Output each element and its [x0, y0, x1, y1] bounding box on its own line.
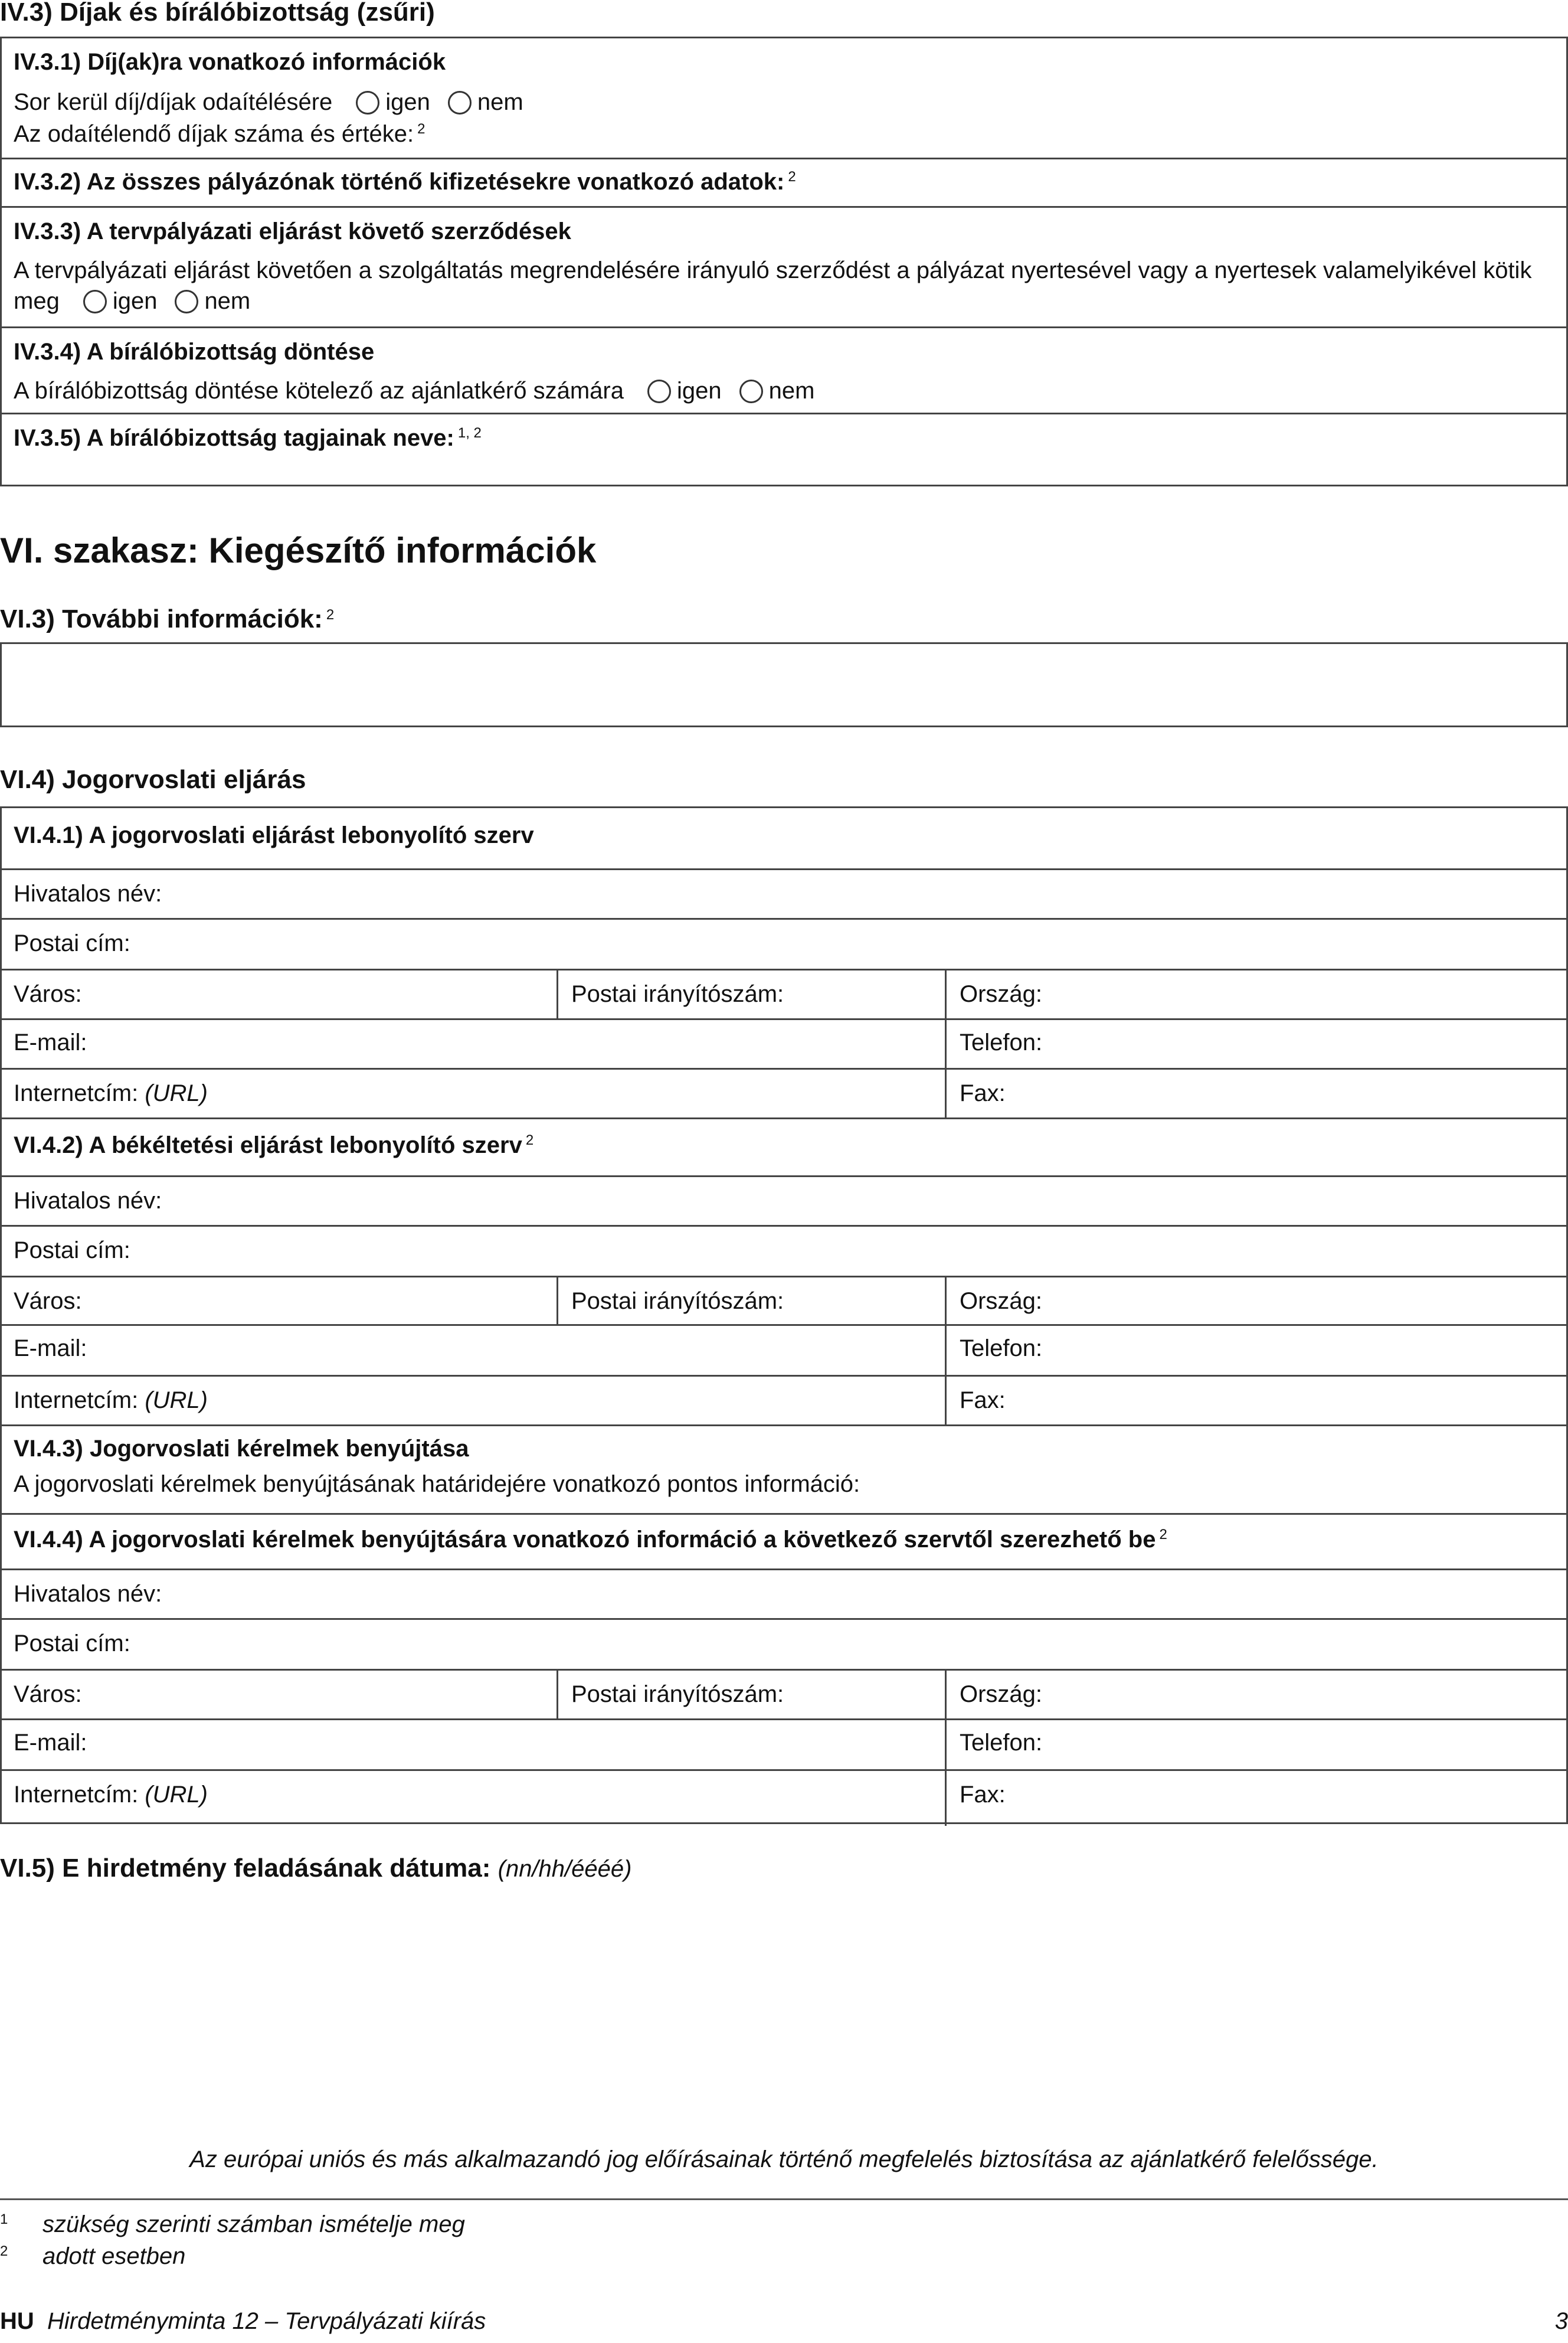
vi41-email-cell[interactable] — [2, 1020, 945, 1068]
iv33-row — [2, 206, 1566, 326]
url-hint: (URL) — [145, 1782, 208, 1808]
iv34-title: IV.3.4) A bírálóbizottság döntése — [14, 339, 375, 365]
vi5-date-format: (nn/hh/éééé) — [497, 1856, 632, 1882]
iv33-title: IV.3.3) A tervpályázati eljárást követő szerződések — [14, 218, 571, 244]
iv31-prize-question — [14, 89, 523, 116]
iv31-yes-label: igen — [385, 89, 430, 115]
vi41-phone-cell[interactable] — [945, 1020, 1566, 1068]
vi3-title — [0, 604, 334, 634]
vi41-internet-row — [2, 1068, 1566, 1117]
vi5-title-text: VI.5) E hirdetmény feladásának dátuma: — [0, 1854, 491, 1883]
vi41-internet-label — [14, 1080, 208, 1107]
vi41-email-label: E-mail: — [14, 1030, 87, 1056]
footnote-2-mark: 2 — [0, 2243, 8, 2259]
iv32-title-text: IV.3.2) Az összes pályázónak történő kifizetésekre vonatkozó adatok: — [14, 169, 785, 195]
vi44-phone-cell[interactable] — [945, 1720, 1566, 1769]
vi41-name-label: Hivatalos név: — [14, 881, 162, 907]
vi41-country-label: Ország: — [960, 981, 1043, 1007]
vi41-fax-cell[interactable] — [945, 1070, 1566, 1117]
vi42-country-label: Ország: — [960, 1288, 1043, 1314]
vi44-postcode-cell[interactable] — [557, 1671, 945, 1718]
vi42-internet-label — [14, 1387, 208, 1414]
vi42-title — [14, 1132, 533, 1159]
vi42-address-label: Postai cím: — [14, 1237, 130, 1263]
vi43-title: VI.4.3) Jogorvoslati kérelmek benyújtása — [14, 1436, 469, 1462]
vi42-name-label: Hivatalos név: — [14, 1188, 162, 1214]
vi41-title-row — [2, 808, 1566, 868]
vi42-name-row[interactable] — [2, 1175, 1566, 1225]
vi44-name-row[interactable] — [2, 1568, 1566, 1618]
vi3-title-text: VI.3) További információk: — [0, 604, 323, 633]
vi44-email-row — [2, 1718, 1566, 1769]
vi44-city-cell[interactable] — [2, 1671, 557, 1718]
language-code: HU — [0, 2308, 34, 2334]
vi42-city-cell[interactable] — [2, 1277, 557, 1324]
vi42-email-label: E-mail: — [14, 1335, 87, 1361]
iv33-no-label: nem — [204, 288, 251, 314]
vi44-internet-row — [2, 1769, 1566, 1826]
footnote-ref: 2 — [417, 121, 425, 137]
vi44-city-label: Város: — [14, 1681, 82, 1707]
vi44-title — [14, 1527, 1167, 1553]
footnote-divider — [0, 2198, 1568, 2200]
iv33-yes-label: igen — [112, 288, 158, 314]
vi44-name-label: Hivatalos név: — [14, 1581, 162, 1607]
vi42-postcode-cell[interactable] — [557, 1277, 945, 1324]
vi43-text: A jogorvoslati kérelmek benyújtásának határidejére vonatkozó pontos információ: — [14, 1471, 860, 1497]
footnote-1-mark: 1 — [0, 2211, 8, 2227]
vi42-phone-cell[interactable] — [945, 1326, 1566, 1375]
vi44-email-label: E-mail: — [14, 1730, 87, 1756]
vi42-city-row — [2, 1276, 1566, 1324]
iv3-box — [0, 37, 1568, 486]
footnote-ref: 2 — [788, 169, 796, 185]
vi42-fax-cell[interactable] — [945, 1377, 1566, 1424]
iv34-yes-radio[interactable] — [647, 380, 671, 403]
iv34-yes-label: igen — [676, 378, 722, 404]
vi41-city-cell[interactable] — [2, 970, 557, 1018]
iv31-yes-radio[interactable] — [356, 91, 379, 115]
vi41-email-row — [2, 1018, 1566, 1068]
vi41-internet-cell[interactable] — [2, 1070, 945, 1117]
iv34-no-radio[interactable] — [739, 380, 763, 403]
vi42-title-text: VI.4.2) A békéltetési eljárást lebonyolító szerv — [14, 1132, 522, 1158]
vi41-city-row — [2, 969, 1566, 1018]
vi42-phone-label: Telefon: — [960, 1335, 1043, 1361]
footnote-ref: 2 — [1159, 1527, 1167, 1543]
vi44-fax-label: Fax: — [960, 1782, 1006, 1808]
iv33-text: A tervpályázati eljárást követően a szolgáltatás megrendelésére irányuló szerződést a pályázat nyertesével vagy a nyertesek valamelyikével kötik meg — [14, 257, 1532, 314]
vi44-postcode-label: Postai irányítószám: — [571, 1681, 784, 1707]
iv34-no-label: nem — [768, 378, 815, 404]
vi42-city-label: Város: — [14, 1288, 82, 1314]
iv32-title — [14, 169, 796, 195]
iv32-row — [2, 158, 1566, 206]
vi44-country-cell[interactable] — [945, 1671, 1566, 1718]
page-number: 3 — [1554, 2308, 1568, 2334]
internet-label-text: Internetcím: — [14, 1387, 139, 1413]
vi42-country-cell[interactable] — [945, 1277, 1566, 1324]
iv31-prize-label: Sor kerül díj/díjak odaítélésére — [14, 89, 333, 115]
vi44-email-cell[interactable] — [2, 1720, 945, 1769]
vi42-title-row — [2, 1117, 1566, 1175]
form-name: Hirdetményminta 12 – Tervpályázati kiírás — [47, 2308, 486, 2334]
vi42-internet-cell[interactable] — [2, 1377, 945, 1424]
footnote-ref: 2 — [525, 1132, 534, 1148]
vi44-address-row[interactable] — [2, 1618, 1566, 1669]
vi41-city-label: Város: — [14, 981, 82, 1007]
iv34-jury-question — [14, 378, 814, 404]
iv31-no-label: nem — [477, 89, 523, 115]
vi42-internet-row — [2, 1375, 1566, 1424]
footnote-1-text: szükség szerinti számban ismételje meg — [42, 2211, 465, 2237]
url-hint: (URL) — [145, 1080, 208, 1106]
section-iv3-title: IV.3) Díjak és bírálóbizottság (zsűri) — [0, 0, 435, 27]
iv33-contract-question — [14, 255, 1542, 316]
internet-label-text: Internetcím: — [14, 1782, 139, 1808]
vi44-country-label: Ország: — [960, 1681, 1043, 1707]
vi44-city-row — [2, 1669, 1566, 1718]
iv31-prize-count — [14, 121, 425, 148]
iv34-text: A bírálóbizottság döntése kötelező az ajánlatkérő számára — [14, 378, 624, 404]
vi41-postcode-label: Postai irányítószám: — [571, 981, 784, 1007]
vi42-fax-label: Fax: — [960, 1387, 1006, 1413]
vi44-internet-label — [14, 1782, 208, 1808]
vi41-fax-label: Fax: — [960, 1080, 1006, 1106]
vi42-email-row — [2, 1324, 1566, 1375]
iv31-row — [2, 38, 1566, 158]
iv35-row — [2, 413, 1566, 488]
footnote-ref: 2 — [326, 607, 335, 623]
vi42-address-row[interactable] — [2, 1225, 1566, 1276]
vi4-title: VI.4) Jogorvoslati eljárás — [0, 765, 306, 794]
vi42-email-cell[interactable] — [2, 1326, 945, 1375]
vi41-phone-label: Telefon: — [960, 1030, 1043, 1056]
vi4-box — [0, 806, 1568, 1824]
vi44-fax-cell[interactable] — [945, 1771, 1566, 1826]
vi3-input-box[interactable] — [0, 642, 1568, 727]
vi43-row — [2, 1424, 1566, 1513]
vi41-address-row[interactable] — [2, 918, 1566, 969]
url-hint: (URL) — [145, 1387, 208, 1413]
iv33-yes-radio[interactable] — [83, 290, 107, 313]
section-vi-title: VI. szakasz: Kiegészítő információk — [0, 531, 597, 570]
iv31-title: IV.3.1) Díj(ak)ra vonatkozó információk — [14, 49, 446, 75]
vi41-country-cell[interactable] — [945, 970, 1566, 1018]
vi44-title-text: VI.4.4) A jogorvoslati kérelmek benyújtására vonatkozó információ a következő szervtől szerezhető be — [14, 1527, 1156, 1553]
vi44-address-label: Postai cím: — [14, 1630, 130, 1656]
vi44-internet-cell[interactable] — [2, 1771, 945, 1826]
internet-label-text: Internetcím: — [14, 1080, 139, 1106]
vi42-postcode-label: Postai irányítószám: — [571, 1288, 784, 1314]
footnote-ref: 1, 2 — [457, 425, 482, 441]
vi44-phone-label: Telefon: — [960, 1730, 1043, 1756]
vi44-title-row — [2, 1513, 1566, 1568]
iv35-title-text: IV.3.5) A bírálóbizottság tagjainak neve: — [14, 425, 454, 451]
compliance-notice: Az európai uniós és más alkalmazandó jog előírásainak történő megfelelés biztosítása az ajánlatkérő felelőssége. — [189, 2146, 1379, 2172]
vi41-postcode-cell[interactable] — [557, 970, 945, 1018]
iv35-title — [14, 425, 482, 452]
iv33-no-radio[interactable] — [175, 290, 198, 313]
footnote-2-text: adott esetben — [42, 2243, 186, 2269]
vi41-address-label: Postai cím: — [14, 930, 130, 956]
iv34-row — [2, 326, 1566, 413]
vi5-title — [0, 1854, 631, 1883]
vi41-name-row[interactable] — [2, 868, 1566, 918]
iv31-no-radio[interactable] — [448, 91, 472, 115]
vi41-title: VI.4.1) A jogorvoslati eljárást lebonyolító szerv — [14, 822, 534, 848]
iv31-count-label: Az odaítélendő díjak száma és értéke: — [14, 121, 414, 147]
